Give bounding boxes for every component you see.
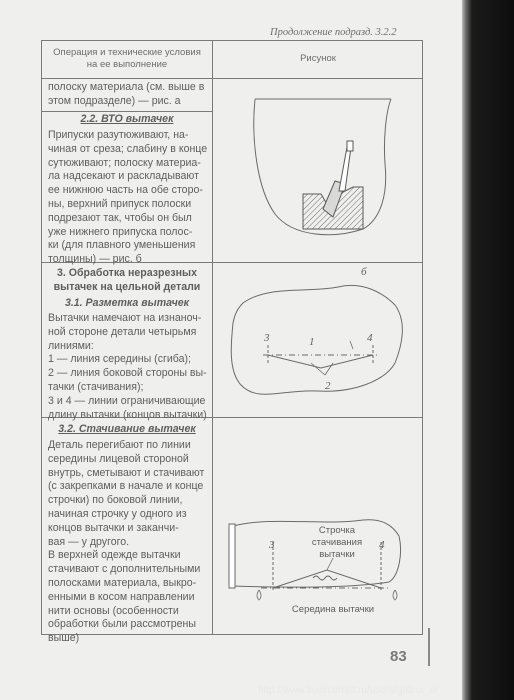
text-line: подрезают так, чтобы он был	[48, 211, 192, 224]
text-line: полоску материала (см. выше в	[48, 81, 205, 93]
text-line: ки (для плавного уменьшения	[48, 239, 196, 252]
header-operation	[42, 47, 212, 71]
text-line: ной стороне детали четырьмя	[48, 325, 197, 338]
fold-strip	[229, 524, 235, 588]
text-line: 1 — линия середины (сгиба);	[48, 353, 191, 366]
page-number-rule	[428, 628, 430, 666]
iron-tip	[339, 147, 351, 191]
header-figure: Рисунок	[300, 53, 336, 64]
text-line: ла надсекают и раскладывают	[48, 170, 199, 183]
row2-body	[48, 312, 207, 422]
text-line: уже нижнего припуска полос-	[48, 225, 193, 238]
text-line: Припуски разутюживают, на-	[48, 129, 189, 141]
row1-section-title: 2.2. ВТО вытачек	[80, 113, 174, 125]
row3-subtitle: 3.2. Стачивание вытачек	[58, 423, 196, 435]
text-line: 2 — линия боковой стороны вы-	[48, 367, 207, 380]
text-line: 3. Обработка неразрезных	[56, 267, 197, 279]
text-line: В верхней одежде вытачки	[48, 549, 181, 562]
dart-side-line	[268, 355, 373, 368]
text-line: выше)	[48, 632, 80, 645]
text-line: (с закрепками в начале и конце	[48, 480, 204, 493]
figure-dart-marking	[213, 263, 423, 417]
row1-continuation	[48, 81, 204, 109]
text-line: этом подразделе) — рис. а	[48, 94, 181, 107]
callout-line: вытачки	[319, 549, 355, 560]
operations-table	[41, 40, 423, 645]
watermark-url: http://www.liveinternet.ru/users/galina_o/	[258, 685, 438, 696]
leader-1	[350, 341, 353, 349]
text-line: Деталь перегибают по линии	[48, 439, 191, 451]
row2-title	[42, 267, 212, 295]
figure-number-3: 3	[264, 332, 270, 344]
detail-outline	[231, 285, 402, 394]
text-line: внутрь, сметывают и стачивают	[48, 466, 205, 479]
text-line: тачки (стачивания);	[48, 380, 144, 393]
figure-number-1: 1	[309, 336, 315, 348]
header-operation-line: на ее выполнение	[86, 59, 168, 70]
stitch-zigzag	[313, 576, 337, 580]
folded-detail-outline	[233, 520, 401, 588]
text-line: полосками материала, выкро-	[48, 576, 197, 589]
text-line: длину вытачки (концов вытачки)	[48, 408, 207, 421]
page-number: 83	[390, 648, 407, 665]
text-line: нити основы (особенности	[48, 604, 179, 617]
thread-end-right	[393, 590, 397, 600]
text-line: чиная от среза; слабину в конце	[48, 142, 208, 155]
running-head: Продолжение подразд. 3.2.2	[270, 27, 397, 38]
row3-body	[48, 439, 204, 646]
text-line: линиями:	[48, 339, 94, 352]
row-subdivider	[42, 111, 212, 112]
figure-number-4: 4	[367, 332, 373, 344]
leader-2b	[325, 363, 333, 375]
thread-end-left	[257, 590, 261, 600]
figure-number-2: 2	[325, 380, 331, 392]
text-line: толщины) — рис. б	[48, 253, 142, 266]
text-line: стачивают с дополнительными	[48, 563, 201, 576]
leader-2	[311, 363, 325, 375]
callout-line: Строчка	[318, 525, 356, 536]
book-spine-shadow	[462, 0, 514, 700]
figure-number-3: 3	[269, 539, 275, 551]
figure-bottom-label: Середина вытачки	[291, 604, 375, 615]
figure-label-b: б	[361, 266, 367, 278]
text-line: вытачек на цельной детали	[53, 280, 201, 293]
text-line: ее нижнюю часть на обе сторо-	[48, 184, 203, 197]
text-line: енными в косом направлении	[48, 590, 195, 603]
text-line: концов вытачки и заканчи-	[48, 521, 179, 534]
iron-handle	[347, 141, 353, 151]
text-line: 3 и 4 — линии ограничивающие	[48, 394, 206, 407]
figure-dart-stitching	[213, 418, 423, 634]
text-line: начиная строчку у одного из	[48, 507, 187, 520]
text-line: середины лицевой стороной	[48, 452, 189, 465]
header-operation-line: Операция и технические условия	[53, 47, 201, 58]
text-line: Вытачки намечают на изнаноч-	[48, 312, 202, 324]
figure-number-4: 4	[379, 539, 385, 551]
text-line: вая — у другого.	[48, 535, 130, 548]
row1-body	[48, 129, 207, 267]
text-line: сутюживают; полоску материа-	[48, 156, 201, 169]
callout-line: стачивания	[311, 537, 363, 548]
text-line: обработки были рассмотрены	[48, 618, 196, 631]
text-line: ны, верхний припуск полоски	[48, 197, 192, 210]
text-line: строчки) по боковой линии,	[48, 494, 183, 507]
figure-pressing-darts	[213, 79, 423, 278]
row2-subtitle: 3.1. Разметка вытачек	[64, 297, 190, 309]
